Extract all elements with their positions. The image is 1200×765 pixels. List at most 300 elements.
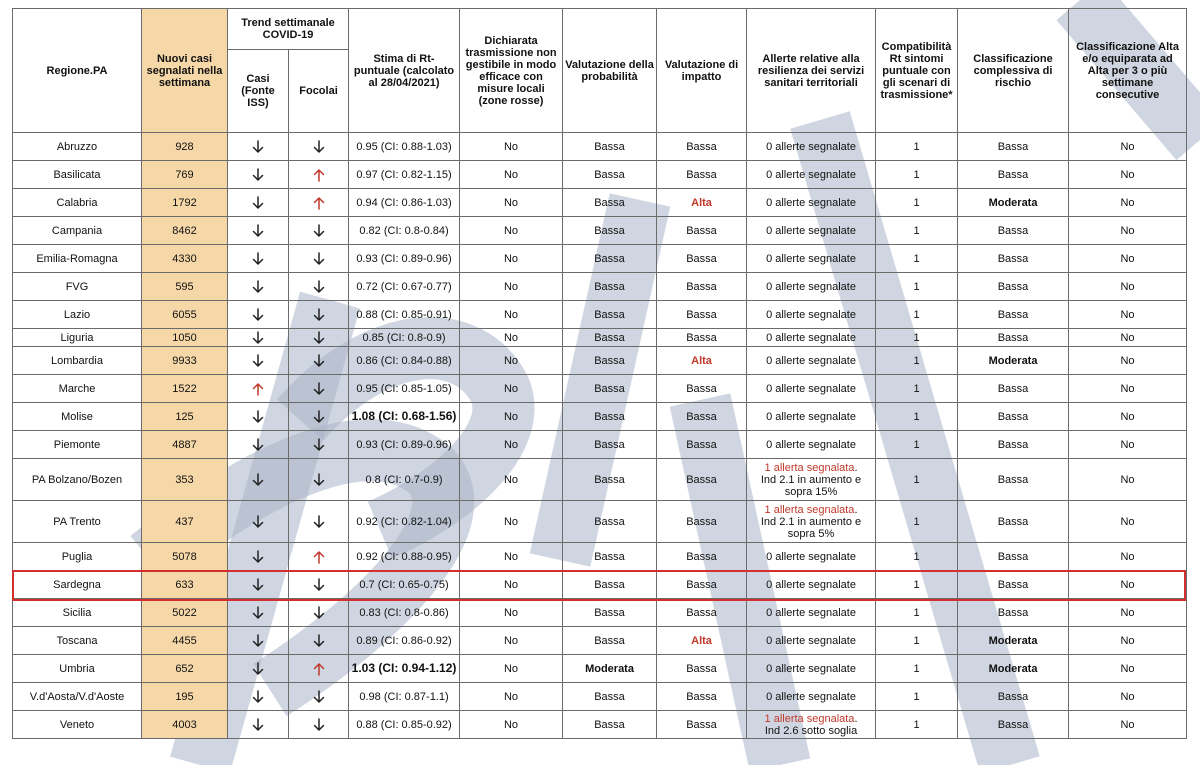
cell-classificazione	[958, 655, 1069, 683]
cell-nuovi-casi-text: 595	[175, 280, 194, 293]
cell-trend-casi	[228, 543, 289, 571]
cell-dichiarata-text: No	[503, 382, 519, 395]
cell-trend-casi	[228, 403, 289, 431]
table-row	[13, 133, 1187, 161]
cell-rt-text: 0.85 (CI: 0.8-0.9)	[362, 331, 446, 344]
cell-classificazione-text: Bassa	[997, 140, 1029, 153]
allerta-status: 0 allerte segnalate	[766, 578, 856, 591]
cell-impatto-text: Bassa	[686, 718, 717, 731]
table-row	[13, 543, 1187, 571]
cell-alta3	[1069, 161, 1187, 189]
cell-nuovi-casi-text: 1522	[172, 382, 197, 395]
allerta-status: 0 allerte segnalate	[766, 354, 856, 367]
cell-regione	[13, 655, 142, 683]
cell-probabilita-text: Bassa	[594, 252, 625, 265]
cell-regione-text: Calabria	[56, 196, 98, 209]
cell-rt-text: 0.88 (CI: 0.85-0.91)	[356, 308, 452, 321]
cell-compatibilita-text: 1	[913, 718, 920, 731]
cell-compatibilita-text: 1	[913, 690, 920, 703]
cell-regione	[13, 217, 142, 245]
table-row	[13, 431, 1187, 459]
allerta-status: 0 allerte segnalate	[766, 410, 856, 423]
arrow-down-icon	[251, 549, 265, 565]
cell-dichiarata-text: No	[503, 308, 519, 321]
cell-dichiarata	[460, 273, 563, 301]
cell-allerte	[747, 245, 876, 273]
cell-rt-text: 0.92 (CI: 0.88-0.95)	[356, 550, 452, 563]
cell-classificazione-text: Bassa	[997, 168, 1029, 181]
cell-trend-casi	[228, 133, 289, 161]
cell-compatibilita-text: 1	[913, 473, 920, 486]
cell-probabilita	[563, 501, 657, 543]
cell-classificazione	[958, 347, 1069, 375]
arrow-down-icon	[312, 437, 326, 453]
cell-probabilita-text: Bassa	[594, 224, 625, 237]
allerta-status: 0 allerte segnalate	[766, 140, 856, 153]
cell-trend-focolai	[289, 329, 349, 347]
cell-impatto-text: Bassa	[686, 662, 717, 675]
cell-nuovi-casi-text: 652	[175, 662, 194, 675]
cell-rt-text: 0.93 (CI: 0.89-0.96)	[356, 438, 452, 451]
cell-classificazione	[958, 683, 1069, 711]
cell-dichiarata-text: No	[503, 410, 519, 423]
cell-allerte: 1 allerta segnalata. Ind 2.6 sotto soglia	[747, 711, 876, 739]
cell-compatibilita-text: 1	[913, 438, 920, 451]
table-row	[13, 571, 1187, 599]
allerta-status: 0 allerte segnalate	[766, 438, 856, 451]
cell-probabilita	[563, 189, 657, 217]
cell-trend-casi	[228, 655, 289, 683]
allerta-status: 0 allerte segnalate	[766, 634, 856, 647]
cell-impatto-text: Bassa	[686, 410, 717, 423]
cell-classificazione	[958, 627, 1069, 655]
cell-probabilita	[563, 133, 657, 161]
cell-rt	[349, 329, 460, 347]
cell-impatto-text: Bassa	[686, 168, 717, 181]
cell-dichiarata	[460, 347, 563, 375]
cell-trend-focolai	[289, 403, 349, 431]
cell-regione-text: Sicilia	[62, 606, 92, 619]
cell-impatto	[657, 543, 747, 571]
cell-classificazione-text: Bassa	[997, 438, 1029, 451]
cell-nuovi-casi-text: 633	[175, 578, 194, 591]
cell-classificazione	[958, 273, 1069, 301]
cell-trend-casi	[228, 217, 289, 245]
cell-impatto-text: Bassa	[686, 331, 717, 344]
cell-rt-text: 0.88 (CI: 0.85-0.92)	[356, 718, 452, 731]
cell-impatto-text: Bassa	[686, 140, 717, 153]
cell-regione-text: Basilicata	[53, 168, 101, 181]
cell-impatto-text: Bassa	[686, 280, 717, 293]
cell-trend-casi	[228, 189, 289, 217]
cell-trend-focolai	[289, 599, 349, 627]
table-row	[13, 683, 1187, 711]
cell-alta3	[1069, 403, 1187, 431]
cell-dichiarata	[460, 329, 563, 347]
cell-classificazione	[958, 245, 1069, 273]
arrow-up-icon	[312, 661, 326, 677]
cell-dichiarata-text: No	[503, 515, 519, 528]
cell-trend-focolai	[289, 133, 349, 161]
cell-impatto-text: Alta	[691, 634, 712, 647]
arrow-down-icon	[312, 577, 326, 593]
allerta-status: 1 allerta segnalata	[764, 461, 855, 474]
cell-trend-focolai	[289, 273, 349, 301]
cell-alta3-text: No	[1120, 550, 1135, 563]
cell-regione-text: Veneto	[59, 718, 95, 731]
arrow-down-icon	[251, 717, 265, 733]
cell-regione	[13, 347, 142, 375]
table-row	[13, 273, 1187, 301]
arrow-up-icon	[251, 381, 265, 397]
cell-trend-focolai	[289, 347, 349, 375]
cell-classificazione	[958, 403, 1069, 431]
cell-impatto	[657, 245, 747, 273]
cell-trend-casi	[228, 301, 289, 329]
arrow-down-icon	[251, 577, 265, 593]
cell-alta3	[1069, 711, 1187, 739]
cell-dichiarata-text: No	[503, 578, 519, 591]
arrow-down-icon	[312, 409, 326, 425]
cell-rt-text: 0.86 (CI: 0.84-0.88)	[356, 354, 452, 367]
cell-rt	[349, 501, 460, 543]
cell-dichiarata-text: No	[503, 168, 519, 181]
cell-compatibilita-text: 1	[913, 515, 920, 528]
cell-trend-focolai	[289, 627, 349, 655]
header-probabilita: Valutazione della probabilità	[563, 9, 657, 133]
cell-allerte	[747, 683, 876, 711]
header-allerte: Allerte relative alla resilienza dei servizi sanitari territoriali	[747, 9, 876, 133]
arrow-down-icon	[312, 279, 326, 295]
allerta-status: 1 allerta segnalata	[764, 712, 855, 725]
cell-probabilita	[563, 403, 657, 431]
cell-nuovi-casi-text: 4455	[172, 634, 197, 647]
cell-dichiarata-text: No	[503, 690, 519, 703]
cell-compatibilita-text: 1	[913, 280, 920, 293]
arrow-down-icon	[251, 472, 265, 488]
cell-regione-text: FVG	[65, 280, 89, 293]
cell-classificazione-text: Bassa	[997, 331, 1029, 344]
cell-impatto-text: Bassa	[686, 382, 717, 395]
table-row	[13, 459, 1187, 501]
cell-classificazione	[958, 431, 1069, 459]
cell-rt	[349, 655, 460, 683]
cell-probabilita-text: Bassa	[594, 550, 625, 563]
arrow-down-icon	[251, 307, 265, 323]
cell-rt	[349, 301, 460, 329]
cell-rt	[349, 711, 460, 739]
cell-dichiarata	[460, 571, 563, 599]
cell-dichiarata	[460, 431, 563, 459]
cell-nuovi-casi	[142, 133, 228, 161]
cell-trend-focolai	[289, 683, 349, 711]
cell-alta3-text: No	[1120, 168, 1135, 181]
allerta-status: 0 allerte segnalate	[766, 331, 856, 344]
cell-regione-text: V.d'Aosta/V.d'Aoste	[29, 690, 125, 703]
cell-allerte	[747, 543, 876, 571]
cell-probabilita-text: Bassa	[594, 168, 625, 181]
allerta-status: 0 allerte segnalate	[766, 662, 856, 675]
cell-nuovi-casi	[142, 571, 228, 599]
cell-alta3-text: No	[1120, 382, 1135, 395]
cell-regione-text: Piemonte	[53, 438, 101, 451]
table-row	[13, 655, 1187, 683]
cell-impatto-text: Alta	[691, 354, 712, 367]
cell-regione	[13, 133, 142, 161]
cell-alta3	[1069, 245, 1187, 273]
cell-alta3	[1069, 431, 1187, 459]
cell-nuovi-casi-text: 8462	[172, 224, 197, 237]
cell-dichiarata	[460, 627, 563, 655]
cell-rt-text: 0.95 (CI: 0.88-1.03)	[356, 140, 452, 153]
cell-alta3-text: No	[1120, 280, 1135, 293]
cell-trend-casi	[228, 431, 289, 459]
cell-classificazione-text: Moderata	[988, 634, 1038, 647]
cell-impatto	[657, 375, 747, 403]
cell-trend-focolai	[289, 571, 349, 599]
arrow-up-icon	[312, 167, 326, 183]
cell-compatibilita	[876, 627, 958, 655]
cell-compatibilita-text: 1	[913, 606, 920, 619]
cell-dichiarata	[460, 599, 563, 627]
cell-regione-text: Emilia-Romagna	[36, 252, 118, 265]
cell-dichiarata-text: No	[503, 550, 519, 563]
cell-alta3-text: No	[1120, 224, 1135, 237]
arrow-down-icon	[312, 353, 326, 369]
cell-classificazione-text: Bassa	[997, 515, 1029, 528]
cell-dichiarata	[460, 301, 563, 329]
allerta-status: 0 allerte segnalate	[766, 550, 856, 563]
cell-trend-casi	[228, 711, 289, 739]
cell-regione	[13, 627, 142, 655]
cell-dichiarata-text: No	[503, 606, 519, 619]
cell-classificazione-text: Moderata	[988, 196, 1038, 209]
cell-rt-text: 0.95 (CI: 0.85-1.05)	[356, 382, 452, 395]
cell-nuovi-casi	[142, 329, 228, 347]
cell-compatibilita-text: 1	[913, 662, 920, 675]
cell-alta3	[1069, 543, 1187, 571]
cell-regione	[13, 403, 142, 431]
cell-alta3-text: No	[1120, 331, 1135, 344]
cell-rt	[349, 347, 460, 375]
cell-regione	[13, 161, 142, 189]
cell-compatibilita	[876, 431, 958, 459]
cell-compatibilita	[876, 189, 958, 217]
cell-impatto-text: Bassa	[686, 690, 717, 703]
cell-probabilita-text: Moderata	[585, 662, 634, 675]
allerta-status: 0 allerte segnalate	[766, 690, 856, 703]
cell-probabilita	[563, 599, 657, 627]
allerta-status: 0 allerte segnalate	[766, 168, 856, 181]
cell-compatibilita-text: 1	[913, 331, 920, 344]
cell-regione	[13, 431, 142, 459]
header-classificazione: Classificazione complessiva di rischio	[958, 9, 1069, 133]
cell-nuovi-casi-text: 769	[175, 168, 194, 181]
header-focolai: Focolai	[289, 50, 349, 133]
cell-alta3	[1069, 627, 1187, 655]
cell-impatto-text: Bassa	[686, 515, 717, 528]
cell-compatibilita	[876, 571, 958, 599]
arrow-down-icon	[251, 633, 265, 649]
cell-impatto-text: Bassa	[686, 606, 717, 619]
cell-allerte	[747, 571, 876, 599]
cell-compatibilita	[876, 273, 958, 301]
cell-probabilita-text: Bassa	[594, 308, 625, 321]
cell-classificazione-text: Bassa	[997, 252, 1029, 265]
cell-alta3-text: No	[1120, 354, 1135, 367]
cell-compatibilita	[876, 245, 958, 273]
cell-alta3	[1069, 571, 1187, 599]
cell-dichiarata	[460, 655, 563, 683]
cell-trend-focolai	[289, 161, 349, 189]
cell-nuovi-casi	[142, 501, 228, 543]
cell-trend-casi	[228, 459, 289, 501]
cell-allerte	[747, 627, 876, 655]
cell-compatibilita-text: 1	[913, 196, 920, 209]
cell-alta3	[1069, 301, 1187, 329]
cell-dichiarata	[460, 683, 563, 711]
cell-dichiarata	[460, 501, 563, 543]
cell-nuovi-casi-text: 353	[175, 473, 194, 486]
arrow-up-icon	[312, 549, 326, 565]
cell-rt-text: 1.03 (CI: 0.94-1.12)	[351, 661, 457, 675]
cell-alta3-text: No	[1120, 252, 1135, 265]
cell-alta3	[1069, 217, 1187, 245]
cell-impatto	[657, 655, 747, 683]
cell-impatto	[657, 501, 747, 543]
cell-trend-casi	[228, 161, 289, 189]
arrow-down-icon	[312, 307, 326, 323]
cell-impatto-text: Bassa	[686, 252, 717, 265]
cell-alta3-text: No	[1120, 606, 1135, 619]
cell-rt-text: 0.8 (CI: 0.7-0.9)	[365, 473, 443, 486]
header-casi: Casi (Fonte ISS)	[228, 50, 289, 133]
arrow-down-icon	[251, 167, 265, 183]
cell-dichiarata	[460, 459, 563, 501]
cell-compatibilita	[876, 161, 958, 189]
arrow-down-icon	[312, 472, 326, 488]
arrow-down-icon	[312, 689, 326, 705]
arrow-down-icon	[251, 605, 265, 621]
cell-dichiarata	[460, 543, 563, 571]
cell-classificazione-text: Bassa	[997, 578, 1029, 591]
table-row	[13, 627, 1187, 655]
cell-probabilita	[563, 459, 657, 501]
cell-trend-casi	[228, 347, 289, 375]
cell-impatto	[657, 189, 747, 217]
cell-rt	[349, 627, 460, 655]
header-dichiarata: Dichiarata trasmissione non gestibile in modo efficace con misure locali (zone rosse)	[460, 9, 563, 133]
table-row	[13, 347, 1187, 375]
table-row	[13, 301, 1187, 329]
arrow-down-icon	[312, 633, 326, 649]
cell-probabilita-text: Bassa	[594, 354, 625, 367]
allerta-note: Ind 2.6 sotto soglia	[764, 724, 858, 737]
cell-regione-text: PA Trento	[53, 515, 101, 528]
cell-rt-text: 1.08 (CI: 0.68-1.56)	[351, 409, 457, 423]
cell-classificazione-text: Moderata	[988, 662, 1038, 675]
cell-nuovi-casi	[142, 245, 228, 273]
cell-probabilita	[563, 375, 657, 403]
cell-regione-text: Abruzzo	[56, 140, 98, 153]
cell-classificazione-text: Moderata	[988, 354, 1038, 367]
table-row	[13, 161, 1187, 189]
table-row	[13, 599, 1187, 627]
cell-probabilita-text: Bassa	[594, 578, 625, 591]
cell-nuovi-casi-text: 437	[175, 515, 194, 528]
header-regione: Regione.PA	[13, 9, 142, 133]
cell-alta3-text: No	[1120, 410, 1135, 423]
cell-rt-text: 0.93 (CI: 0.89-0.96)	[356, 252, 452, 265]
arrow-down-icon	[251, 195, 265, 211]
cell-classificazione	[958, 301, 1069, 329]
cell-probabilita	[563, 301, 657, 329]
header-nuovi-casi: Nuovi casi segnalati nella settimana	[142, 9, 228, 133]
cell-alta3-text: No	[1120, 473, 1135, 486]
cell-allerte	[747, 347, 876, 375]
cell-trend-focolai	[289, 655, 349, 683]
cell-nuovi-casi-text: 1050	[172, 331, 197, 344]
cell-regione	[13, 273, 142, 301]
table-row	[13, 501, 1187, 543]
cell-regione-text: PA Bolzano/Bozen	[31, 473, 123, 486]
cell-nuovi-casi	[142, 599, 228, 627]
header-compatibilita: Compatibilità Rt sintomi puntuale con gli scenari di trasmissione*	[876, 9, 958, 133]
cell-dichiarata	[460, 403, 563, 431]
cell-classificazione	[958, 571, 1069, 599]
cell-impatto	[657, 571, 747, 599]
cell-nuovi-casi-text: 5022	[172, 606, 197, 619]
cell-probabilita-text: Bassa	[594, 718, 625, 731]
cell-nuovi-casi	[142, 301, 228, 329]
cell-rt	[349, 133, 460, 161]
table-row	[13, 403, 1187, 431]
cell-impatto	[657, 459, 747, 501]
cell-impatto	[657, 683, 747, 711]
cell-rt-text: 0.83 (CI: 0.8-0.86)	[359, 606, 449, 619]
cell-nuovi-casi-text: 928	[175, 140, 194, 153]
cell-allerte	[747, 403, 876, 431]
cell-classificazione-text: Bassa	[997, 550, 1029, 563]
allerta-status: 0 allerte segnalate	[766, 252, 856, 265]
cell-probabilita-text: Bassa	[594, 410, 625, 423]
cell-dichiarata-text: No	[503, 473, 519, 486]
cell-regione	[13, 571, 142, 599]
cell-probabilita	[563, 161, 657, 189]
arrow-up-icon	[312, 195, 326, 211]
cell-rt-text: 0.92 (CI: 0.82-1.04)	[356, 515, 452, 528]
cell-compatibilita	[876, 375, 958, 403]
cell-allerte	[747, 329, 876, 347]
cell-probabilita	[563, 273, 657, 301]
cell-rt	[349, 273, 460, 301]
cell-alta3	[1069, 459, 1187, 501]
cell-compatibilita-text: 1	[913, 634, 920, 647]
arrow-down-icon	[312, 514, 326, 530]
cell-alta3	[1069, 501, 1187, 543]
cell-trend-casi	[228, 273, 289, 301]
regional-risk-table	[12, 8, 1187, 739]
cell-impatto-text: Bassa	[686, 550, 717, 563]
cell-probabilita-text: Bassa	[594, 515, 625, 528]
arrow-down-icon	[251, 437, 265, 453]
cell-nuovi-casi-text: 195	[175, 690, 194, 703]
cell-rt	[349, 459, 460, 501]
cell-trend-focolai	[289, 375, 349, 403]
cell-regione-text: Molise	[61, 410, 93, 423]
cell-impatto-text: Bassa	[686, 438, 717, 451]
cell-dichiarata-text: No	[503, 662, 519, 675]
